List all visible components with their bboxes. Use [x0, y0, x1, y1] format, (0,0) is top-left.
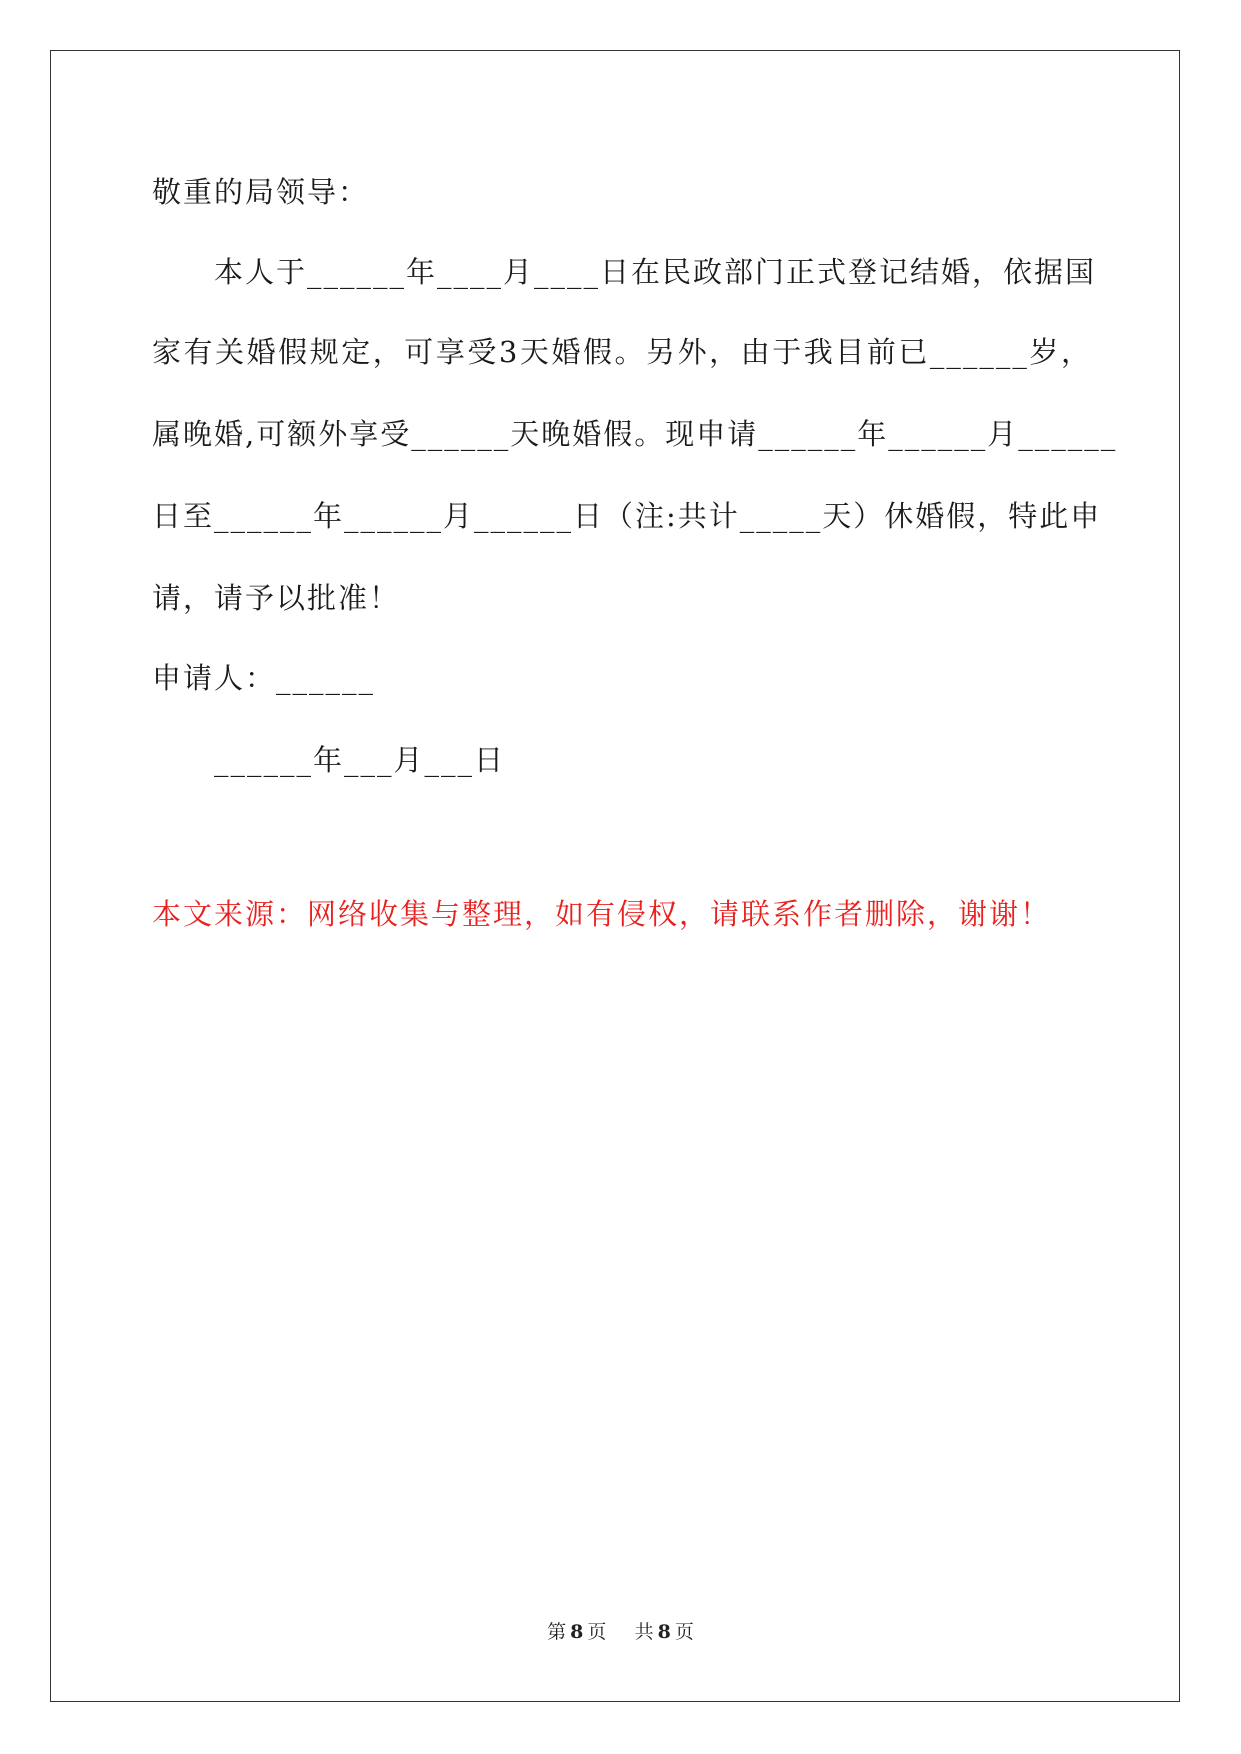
footer-total-pages: 8	[657, 1621, 671, 1643]
footer-prefix: 第	[547, 1621, 567, 1643]
paragraph-line-2: 家有关婚假规定，可享受3天婚假。另外，由于我目前已______岁，	[152, 335, 1092, 369]
page-footer	[0, 1617, 1241, 1644]
footer-page-number: 8	[570, 1621, 584, 1643]
date-line: ______年___月___日	[152, 743, 506, 777]
paragraph-line-1: 本人于______年____月____日在民政部门正式登记结婚，依据国	[152, 255, 1097, 289]
paragraph-line-5: 请，请予以批准！	[152, 581, 401, 615]
footer-total-prefix: 共	[634, 1621, 654, 1643]
source-note: 本文来源：网络收集与整理，如有侵权，请联系作者删除，谢谢！	[152, 897, 1052, 931]
footer-total-suffix: 页	[674, 1621, 694, 1643]
salutation: 敬重的局领导：	[152, 175, 370, 209]
paragraph-line-4: 日至______年______月______日（注:共计_____天）休婚假，特此申	[152, 499, 1102, 533]
page-border	[50, 50, 1180, 1702]
applicant-line: 申请人：______	[152, 661, 376, 695]
footer-page-suffix: 页	[587, 1621, 607, 1643]
paragraph-line-3: 属晚婚,可额外享受______天晚婚假。现申请______年______月______	[152, 417, 1118, 451]
